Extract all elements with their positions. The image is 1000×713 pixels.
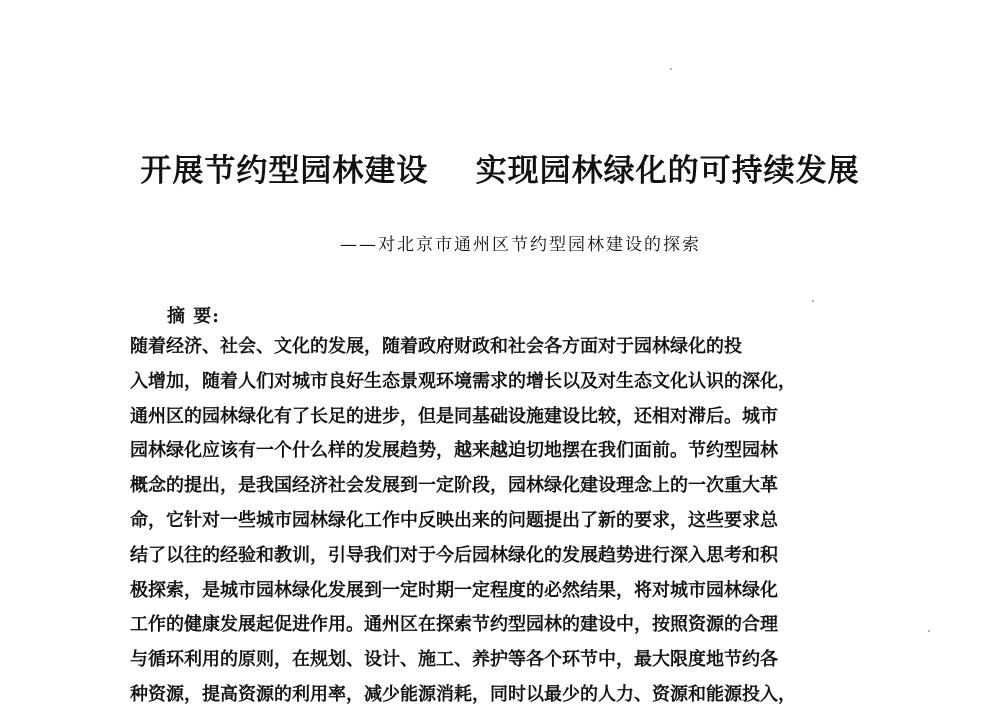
abstract-line: 极探索，是城市园林绿化发展到一定时期一定程度的必然结果，将对城市园林绿化 [130, 579, 778, 601]
abstract-line: 工作的健康发展起促进作用。通州区在探索节约型园林的建设中，按照资源的合理 [130, 614, 778, 636]
paper-title: 开展节约型园林建设 实现园林绿化的可持续发展 [140, 153, 860, 189]
scan-speck [670, 68, 672, 70]
abstract-line: 随着经济、社会、文化的发展，随着政府财政和社会各方面对于园林绿化的投 [130, 336, 742, 357]
abstract-line: 园林绿化应该有一个什么样的发展趋势，越来越迫切地摆在我们面前。节约型园林 [130, 440, 778, 462]
abstract-line: 命，它针对一些城市园林绿化工作中反映出来的问题提出了新的要求，这些要求总 [130, 509, 778, 531]
abstract-line: 种资源，提高资源的利用率，减少能源消耗，同时以最少的人力、资源和能源投入， [130, 683, 796, 705]
abstract-body [130, 330, 870, 713]
paper-subtitle: ——对北京市通州区节约型园林建设的探索 [340, 235, 701, 255]
abstract-label: 摘 要: [167, 306, 220, 327]
abstract-line: 通州区的园林绿化有了长足的进步，但是同基础设施建设比较，还相对滞后。城市 [130, 405, 778, 427]
scan-speck [928, 630, 930, 632]
abstract-line: 入增加，随着人们对城市良好生态景观环境需求的增长以及对生态文化认识的深化， [130, 370, 796, 392]
abstract-line: 与循环利用的原则，在规划、设计、施工、养护等各个环节中，最大限度地节约各 [130, 649, 778, 671]
scan-speck [812, 300, 814, 302]
abstract-line: 结了以往的经验和教训，引导我们对于今后园林绿化的发展趋势进行深入思考和积 [130, 544, 778, 566]
abstract-line: 概念的提出，是我国经济社会发展到一定阶段，园林绿化建设理念上的一次重大革 [130, 475, 778, 497]
